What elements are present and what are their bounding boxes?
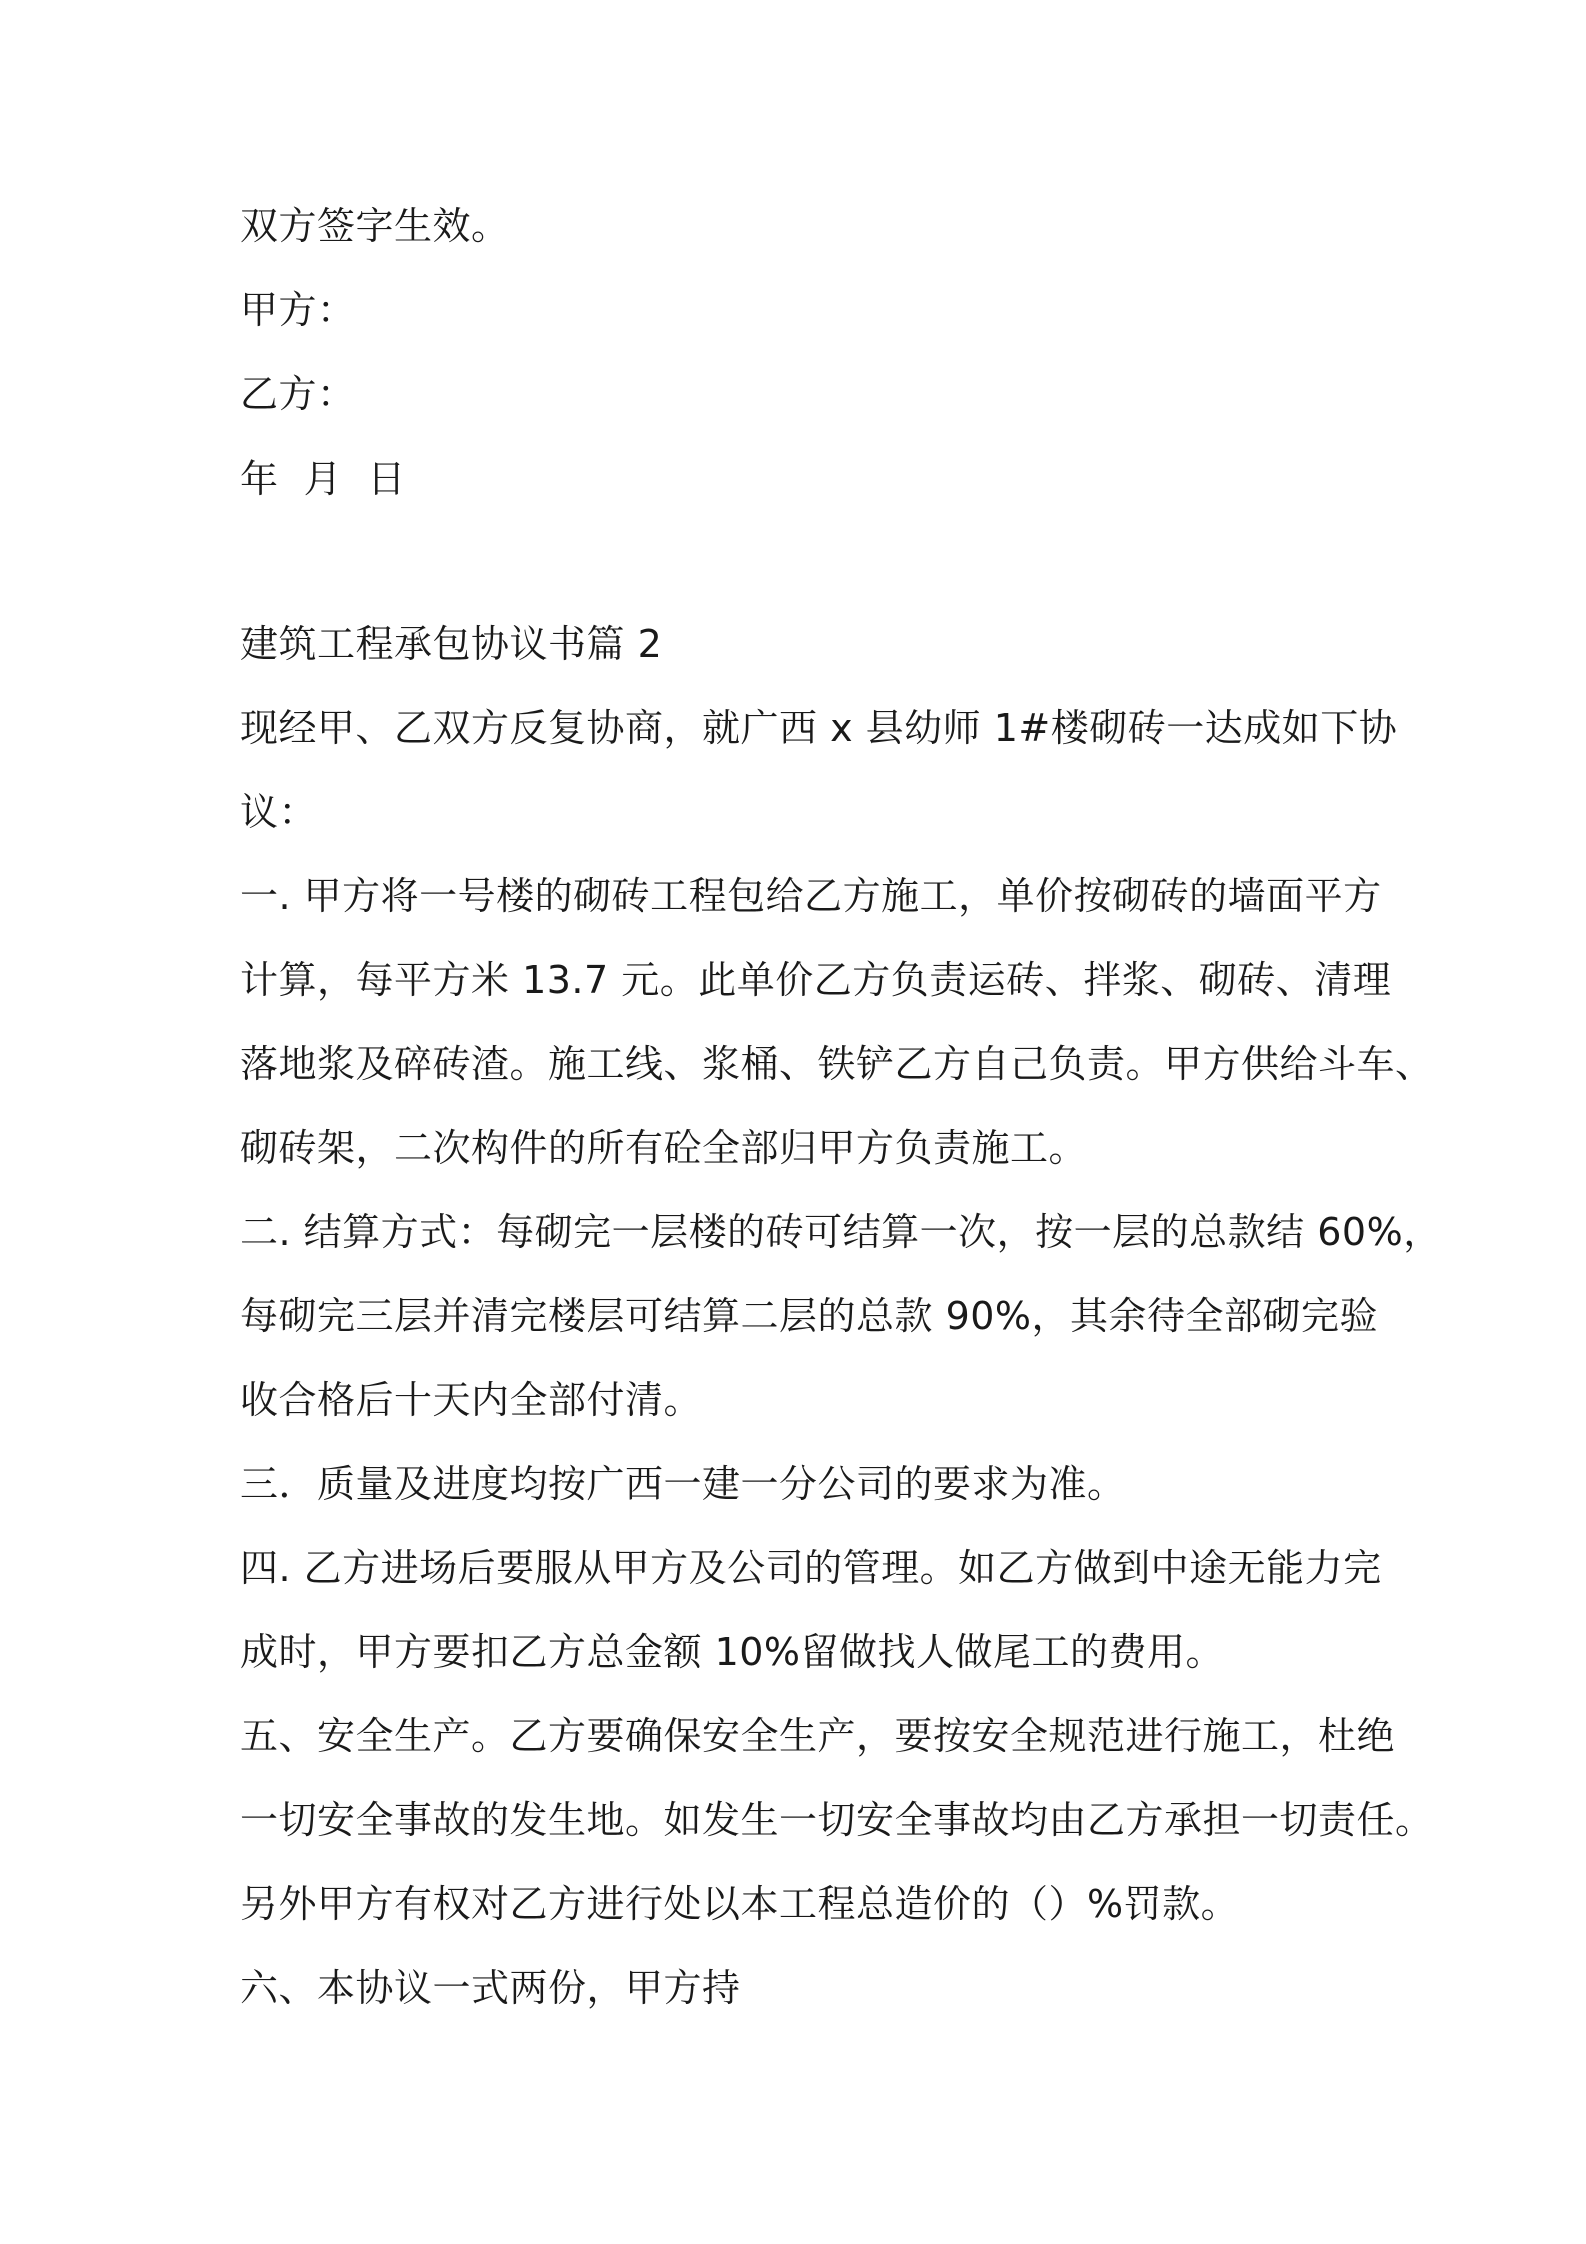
paragraph-line: 落地浆及碎砖渣。施工线、浆桶、铁铲乙方自己负责。甲方供给斗车、 — [240, 1042, 1434, 1086]
party-a-signature-label: 甲方： — [240, 288, 356, 332]
paragraph-line: 现经甲、乙双方反复协商，就广西 x 县幼师 1#楼砌砖一达成如下协 — [240, 706, 1398, 750]
paragraph-line: 另外甲方有权对乙方进行处以本工程总造价的（）%罚款。 — [240, 1882, 1240, 1926]
paragraph-line: 议： — [240, 790, 318, 834]
paragraph-line: 三．质量及进度均按广西一建一分公司的要求为准。 — [240, 1462, 1126, 1506]
paragraph-line: 一. 甲方将一号楼的砌砖工程包给乙方施工，单价按砌砖的墙面平方 — [240, 874, 1382, 918]
section-heading: 建筑工程承包协议书篇 2 — [240, 622, 663, 666]
paragraph-line: 四. 乙方进场后要服从甲方及公司的管理。如乙方做到中途无能力完 — [240, 1546, 1382, 1590]
paragraph-line: 每砌完三层并清完楼层可结算二层的总款 90%，其余待全部砌完验 — [240, 1294, 1379, 1338]
paragraph-line: 五、安全生产。乙方要确保安全生产，要按安全规范进行施工，杜绝 — [240, 1714, 1396, 1758]
paragraph-line: 六、本协议一式两份，甲方持 — [240, 1966, 741, 2010]
paragraph-line: 二. 结算方式：每砌完一层楼的砖可结算一次，按一层的总款结 60%， — [240, 1210, 1442, 1254]
paragraph-line: 收合格后十天内全部付清。 — [240, 1378, 703, 1422]
paragraph-line: 计算，每平方米 13.7 元。此单价乙方负责运砖、拌浆、砌砖、清理 — [240, 958, 1392, 1002]
effect-line: 双方签字生效。 — [240, 204, 510, 248]
paragraph-line: 砌砖架，二次构件的所有砼全部归甲方负责施工。 — [240, 1126, 1088, 1170]
date-line: 年 月 日 — [240, 457, 406, 501]
paragraph-line: 成时，甲方要扣乙方总金额 10%留做找人做尾工的费用。 — [240, 1630, 1225, 1674]
party-b-signature-label: 乙方： — [240, 372, 356, 416]
paragraph-line: 一切安全事故的发生地。如发生一切安全事故均由乙方承担一切责任。 — [240, 1798, 1434, 1842]
